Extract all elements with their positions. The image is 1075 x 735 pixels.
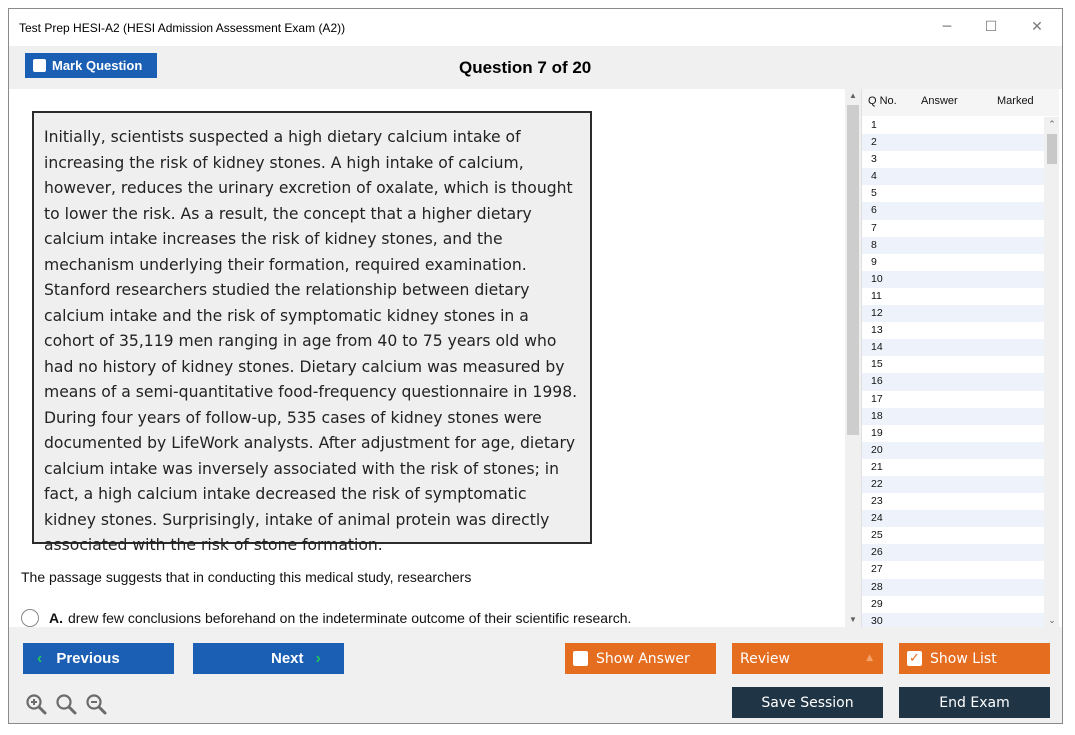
question-list-panel — [861, 89, 1059, 627]
question-content — [9, 89, 845, 627]
mark-question-label: Mark Question — [52, 58, 143, 73]
question-list-row[interactable]: 19 — [862, 425, 1044, 442]
question-list-row[interactable]: 29 — [862, 596, 1044, 613]
show-answer-button[interactable] — [565, 643, 716, 674]
question-list-row[interactable]: 30 — [862, 613, 1044, 627]
question-list-row[interactable]: 14 — [862, 339, 1044, 356]
question-counter: Question 7 of 20 — [459, 58, 592, 77]
review-dropdown[interactable] — [732, 643, 883, 674]
dropdown-arrow-icon: ▲ — [866, 653, 873, 663]
question-list-row[interactable]: 28 — [862, 579, 1044, 596]
scroll-down-arrow-icon[interactable]: ▼ — [849, 615, 857, 624]
answer-column-header: Answer — [921, 95, 958, 107]
zoom-out-icon[interactable] — [85, 693, 107, 715]
question-list-row[interactable]: 17 — [862, 391, 1044, 408]
marked-column-header: Marked — [997, 95, 1034, 107]
chevron-right-icon: › — [315, 649, 321, 667]
zoom-reset-icon[interactable] — [55, 693, 77, 715]
mark-question-button[interactable] — [25, 53, 157, 78]
window-title: Test Prep HESI-A2 (HESI Admission Assessment Exam (A2)) — [19, 21, 346, 35]
question-list-row[interactable]: 5 — [862, 185, 1044, 202]
question-list-header — [862, 89, 1059, 116]
option-letter: A. — [49, 610, 63, 626]
list-scroll-up-icon[interactable]: ⌃ — [1048, 119, 1056, 129]
checkbox-icon — [573, 651, 588, 666]
review-label: Review — [740, 650, 790, 667]
previous-button[interactable] — [23, 643, 174, 674]
next-label: Next — [271, 650, 304, 667]
passage-text: Initially, scientists suspected a high dietary calcium intake of increasing the risk of kidney stones. A high intake of calcium, however, reduces the urinary excretion of oxalate, which is thought to lower the risk. As a result, the concept that a higher dietary calcium intake increases the risk of kidney stones, and the mechanism underlying their formation, required examination. Stanford researchers studied the relationship between dietary calcium intake and the risk of symptomatic kidney stones in a cohort of 35,119 men ranging in age from 40 to 75 years old who had no history of kidney stones. Dietary calcium was measured by means of a semi-quantitative food-frequency questionnaire in 1998. During four years of follow-up, 535 cases of kidney stones were documented by LifeWork analysts. After adjustment for age, dietary calcium intake was inversely associated with the risk of stones; in fact, a high calcium intake decreased the risk of symptomatic kidney stones. Surprisingly, intake of animal protein was directly associated with the risk of stone formation. — [44, 128, 578, 554]
option-text: drew few conclusions beforehand on the indeterminate outcome of their scientific research. — [68, 610, 632, 626]
save-session-button[interactable] — [732, 687, 883, 718]
reading-passage — [32, 111, 592, 554]
close-button[interactable]: ✕ — [1031, 19, 1043, 35]
question-list-row[interactable]: 6 — [862, 202, 1044, 219]
checkmark-icon: ✓ — [907, 651, 922, 666]
list-scroll-thumb[interactable] — [1047, 134, 1057, 164]
question-list-row[interactable]: 11 — [862, 288, 1044, 305]
question-list-row[interactable]: 9 — [862, 254, 1044, 271]
zoom-in-icon[interactable] — [25, 693, 47, 715]
question-list-row[interactable]: 13 — [862, 322, 1044, 339]
end-exam-label: End Exam — [939, 694, 1010, 711]
minimize-button[interactable]: ─ — [942, 19, 952, 35]
show-list-label: Show List — [930, 650, 997, 667]
question-list-row[interactable]: 10 — [862, 271, 1044, 288]
checkbox-icon — [33, 59, 46, 72]
question-list-row[interactable]: 15 — [862, 356, 1044, 373]
question-prompt: The passage suggests that in conducting this medical study, researchers — [21, 569, 472, 585]
question-list-row[interactable]: 20 — [862, 442, 1044, 459]
question-list-row[interactable]: 7 — [862, 220, 1044, 237]
question-list-row[interactable]: 26 — [862, 544, 1044, 561]
radio-button[interactable] — [21, 609, 39, 627]
app-window — [8, 8, 1063, 724]
qno-column-header: Q No. — [868, 95, 897, 107]
list-scroll-down-icon[interactable]: ⌄ — [1048, 615, 1056, 625]
question-list-row[interactable]: 1 — [862, 117, 1044, 134]
question-list-row[interactable]: 27 — [862, 561, 1044, 578]
scroll-thumb[interactable] — [847, 105, 859, 435]
question-list-row[interactable]: 22 — [862, 476, 1044, 493]
content-scrollbar[interactable] — [845, 89, 861, 627]
question-list-row[interactable]: 24 — [862, 510, 1044, 527]
question-list-row[interactable]: 3 — [862, 151, 1044, 168]
scroll-up-arrow-icon[interactable]: ▲ — [849, 91, 857, 100]
question-list-row[interactable]: 18 — [862, 408, 1044, 425]
show-list-toggle[interactable] — [899, 643, 1050, 674]
question-list-row[interactable]: 25 — [862, 527, 1044, 544]
chevron-left-icon: ‹ — [37, 649, 43, 667]
maximize-button[interactable]: ☐ — [984, 19, 998, 35]
question-list-scrollbar[interactable] — [1044, 117, 1059, 627]
answer-option-a[interactable] — [21, 609, 631, 627]
question-list-row[interactable]: 21 — [862, 459, 1044, 476]
next-button[interactable] — [193, 643, 344, 674]
save-session-label: Save Session — [761, 694, 854, 711]
question-list-row[interactable]: 16 — [862, 373, 1044, 390]
question-list-row[interactable]: 12 — [862, 305, 1044, 322]
question-list-row[interactable]: 4 — [862, 168, 1044, 185]
question-list-row[interactable]: 8 — [862, 237, 1044, 254]
title-bar — [9, 9, 1062, 46]
end-exam-button[interactable] — [899, 687, 1050, 718]
question-list-row[interactable]: 23 — [862, 493, 1044, 510]
question-header — [9, 46, 1062, 89]
question-list-rows — [862, 117, 1044, 627]
show-answer-label: Show Answer — [596, 650, 690, 667]
question-list-row[interactable]: 2 — [862, 134, 1044, 151]
footer-toolbar — [9, 627, 1062, 724]
previous-label: Previous — [56, 650, 120, 667]
